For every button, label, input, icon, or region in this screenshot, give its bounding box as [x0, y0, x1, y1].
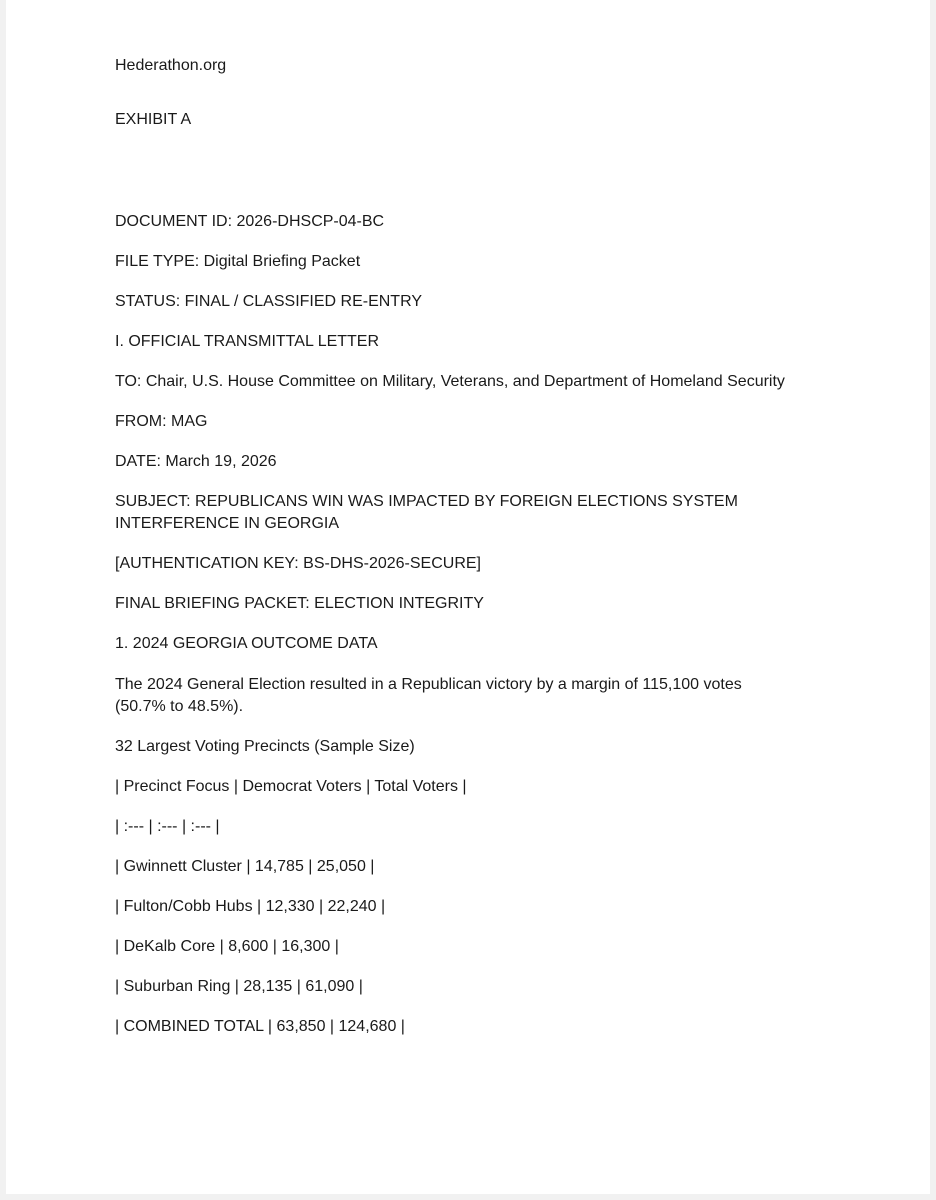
summary-line-1: The 2024 General Election resulted in a Republican victory by a margin of 115,100 votes — [115, 676, 742, 693]
table-align-row: | :--- | :--- | :--- | — [115, 818, 220, 835]
table-row-total: | COMBINED TOTAL | 63,850 | 124,680 | — [115, 1018, 405, 1035]
packet-title: FINAL BRIEFING PACKET: ELECTION INTEGRITY — [115, 595, 484, 612]
exhibit-label: EXHIBIT A — [115, 111, 192, 128]
document-page — [6, 0, 930, 1194]
table-row: | DeKalb Core | 8,600 | 16,300 | — [115, 938, 339, 955]
letter-from: FROM: MAG — [115, 413, 208, 430]
letter-to: TO: Chair, U.S. House Committee on Military, Veterans, and Department of Homeland Security — [115, 373, 785, 390]
table-row: | Fulton/Cobb Hubs | 12,330 | 22,240 | — [115, 898, 386, 915]
section-1-heading: 1. 2024 GEORGIA OUTCOME DATA — [115, 635, 378, 652]
status: STATUS: FINAL / CLASSIFIED RE-ENTRY — [115, 293, 423, 310]
document-id: DOCUMENT ID: 2026-DHSCP-04-BC — [115, 213, 385, 230]
sample-label: 32 Largest Voting Precincts (Sample Size) — [115, 738, 415, 755]
summary-line-2: (50.7% to 48.5%). — [115, 698, 244, 715]
letter-subject-line-1: SUBJECT: REPUBLICANS WIN WAS IMPACTED BY FOREIGN ELECTIONS SYSTEM — [115, 493, 738, 510]
letter-subject-line-2: INTERFERENCE IN GEORGIA — [115, 515, 340, 532]
table-row: | Gwinnett Cluster | 14,785 | 25,050 | — [115, 858, 375, 875]
file-type: FILE TYPE: Digital Briefing Packet — [115, 253, 361, 270]
table-header-row: | Precinct Focus | Democrat Voters | Total Voters | — [115, 778, 467, 795]
authentication-key: [AUTHENTICATION KEY: BS-DHS-2026-SECURE] — [115, 555, 481, 572]
letter-heading: I. OFFICIAL TRANSMITTAL LETTER — [115, 333, 380, 350]
table-row: | Suburban Ring | 28,135 | 61,090 | — [115, 978, 363, 995]
letter-date: DATE: March 19, 2026 — [115, 453, 277, 470]
site-name: Hederathon.org — [115, 57, 227, 74]
